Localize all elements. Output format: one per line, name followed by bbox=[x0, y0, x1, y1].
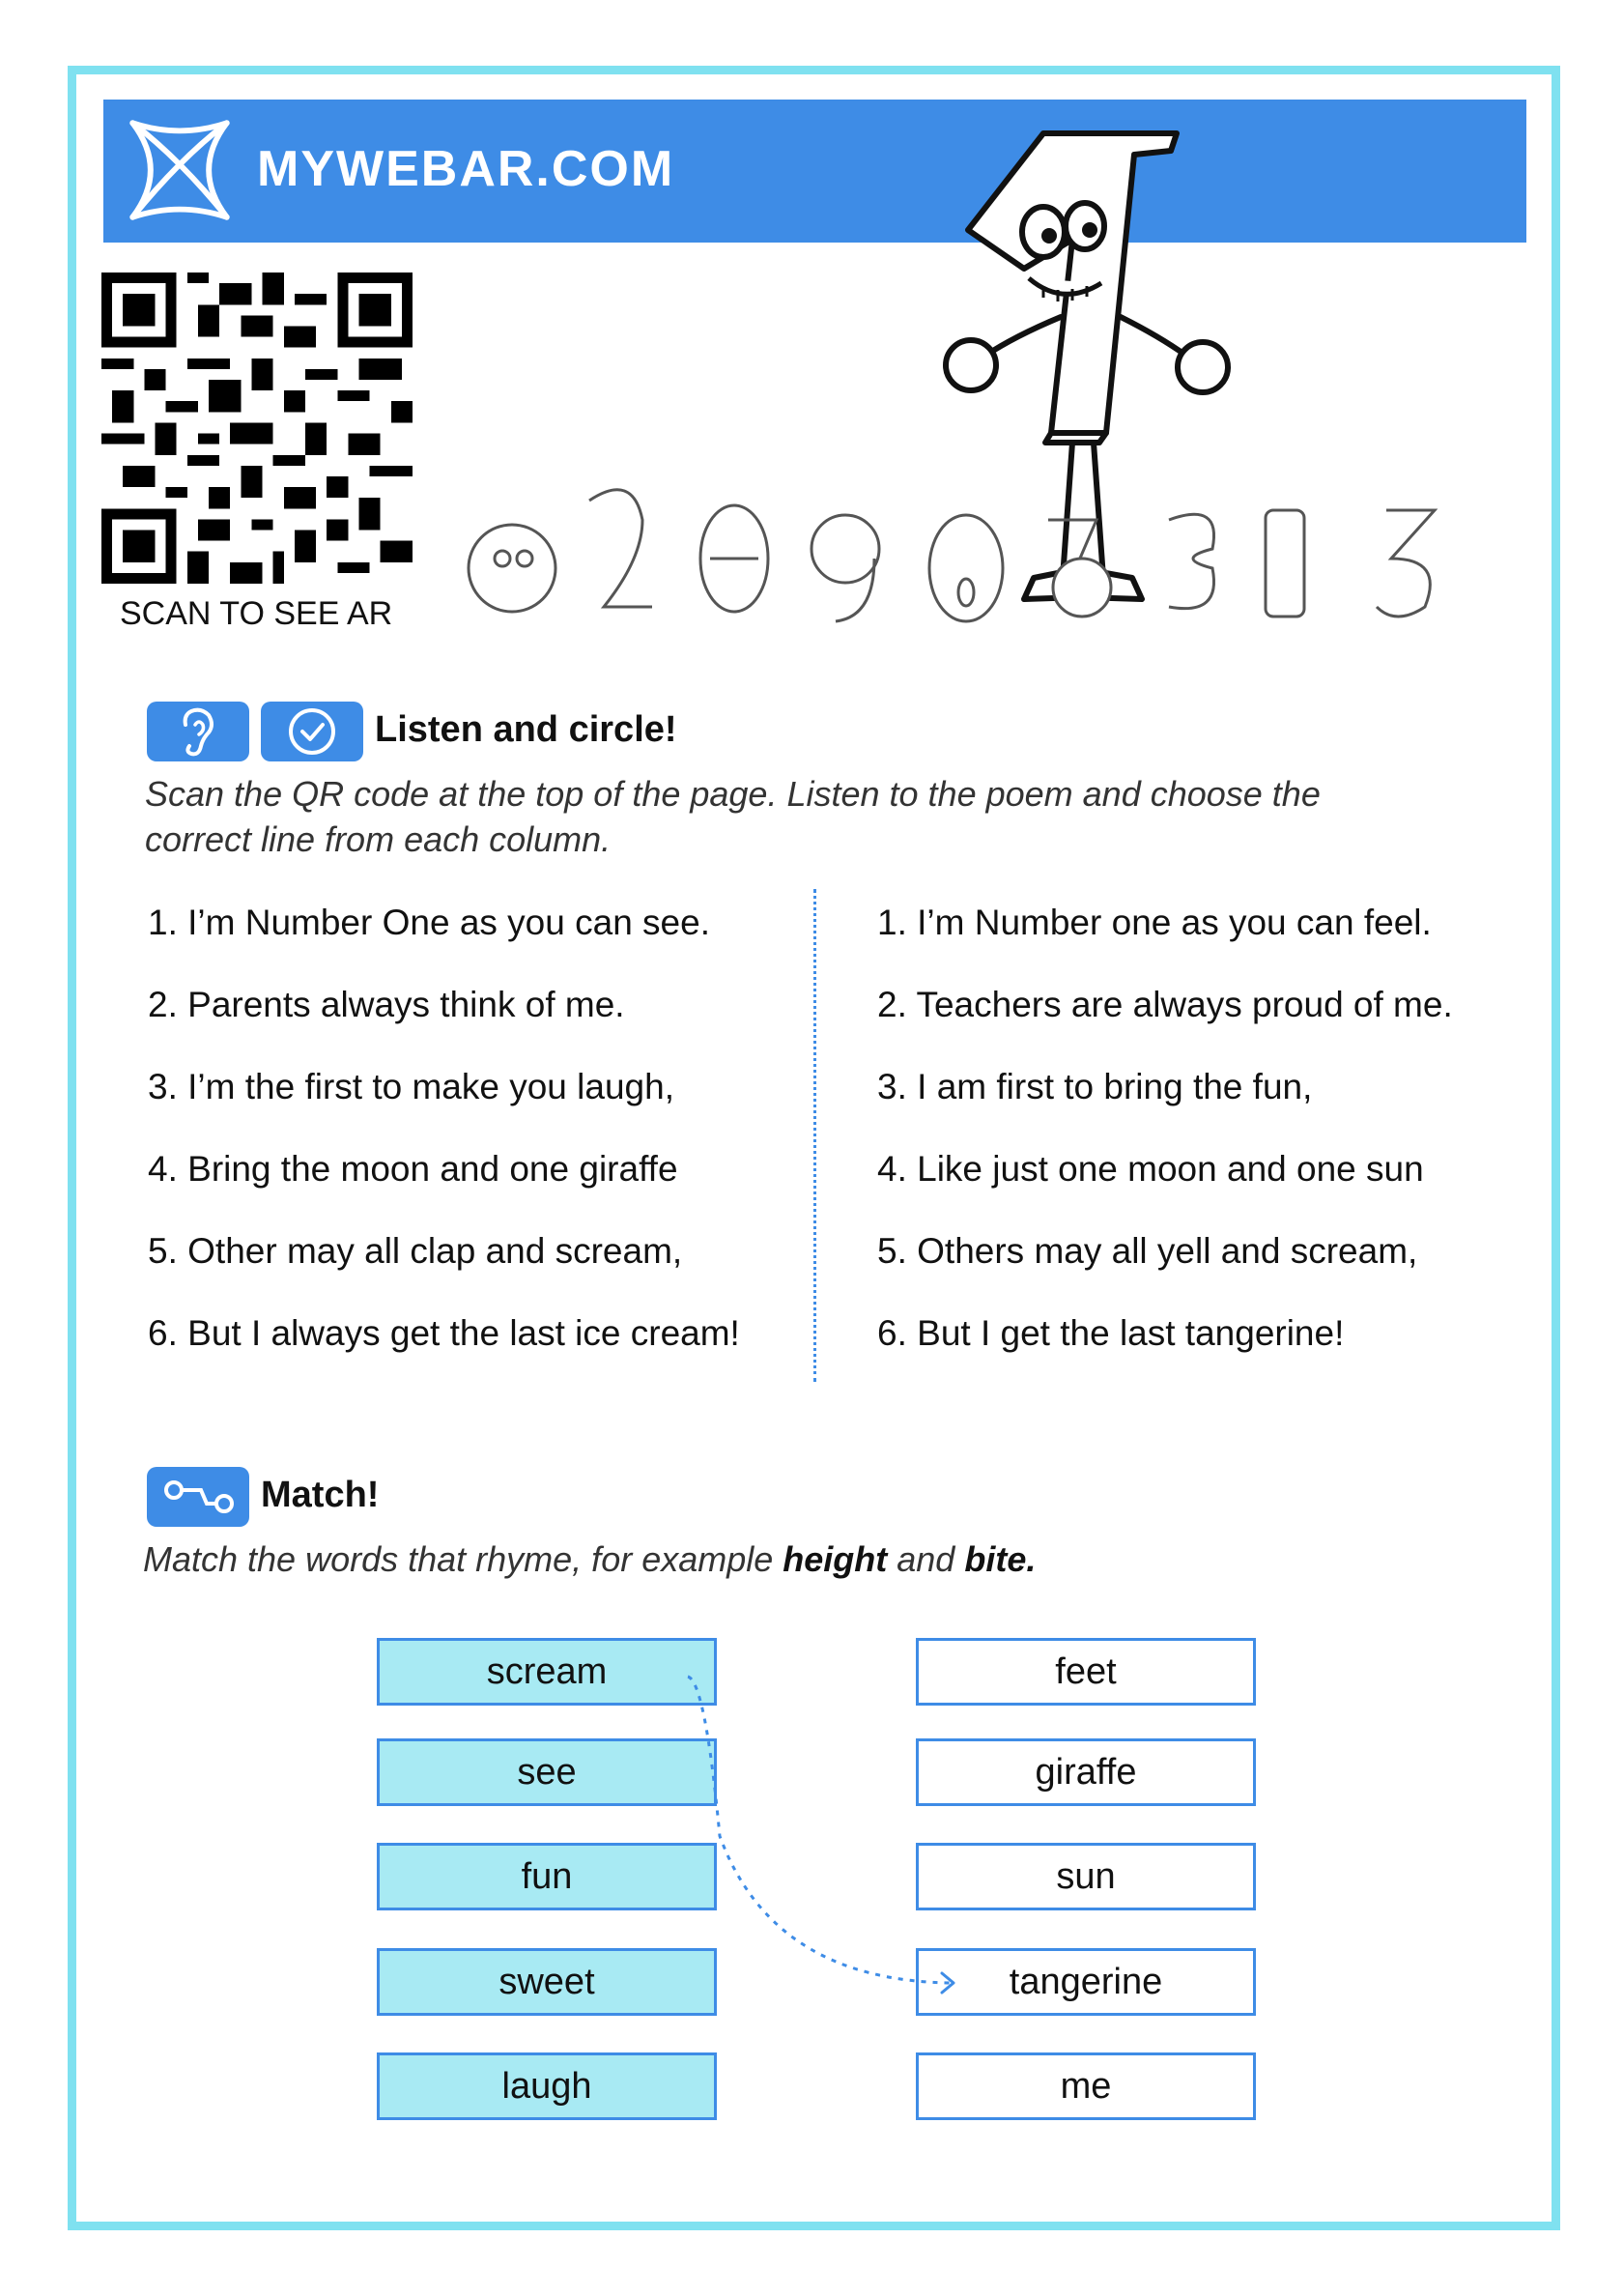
match-section-title: Match! bbox=[261, 1475, 380, 1515]
poem-line-a[interactable]: 6. But I always get the last ice cream! bbox=[148, 1313, 740, 1353]
ear-icon bbox=[147, 702, 249, 761]
listen-section-title: Listen and circle! bbox=[375, 709, 677, 750]
left-word-box[interactable]: see bbox=[377, 1738, 717, 1806]
poem-line-a[interactable]: 1. I’m Number One as you can see. bbox=[148, 903, 710, 942]
right-word-box[interactable]: tangerine bbox=[916, 1948, 1256, 2016]
poem-line-b[interactable]: 6. But I get the last tangerine! bbox=[877, 1313, 1345, 1353]
left-word-box[interactable]: laugh bbox=[377, 2052, 717, 2120]
left-word-box[interactable]: sweet bbox=[377, 1948, 717, 2016]
match-instruction-and: and bbox=[887, 1539, 965, 1579]
right-word-box[interactable]: sun bbox=[916, 1843, 1256, 1910]
poem-line-b[interactable]: 5. Others may all yell and scream, bbox=[877, 1231, 1418, 1271]
check-circle-icon bbox=[261, 702, 363, 761]
right-word-box[interactable]: giraffe bbox=[916, 1738, 1256, 1806]
brand-name[interactable]: MYWEBAR.COM bbox=[257, 141, 675, 197]
poem-column-b bbox=[877, 899, 1453, 1392]
poem-column-a bbox=[148, 899, 740, 1392]
connector-icon bbox=[147, 1467, 249, 1527]
right-word-box[interactable]: feet bbox=[916, 1638, 1256, 1706]
poem-line-a[interactable]: 2. Parents always think of me. bbox=[148, 985, 625, 1024]
right-word-box[interactable]: me bbox=[916, 2052, 1256, 2120]
poem-line-a[interactable]: 5. Other may all clap and scream, bbox=[148, 1231, 683, 1271]
listen-instruction bbox=[145, 771, 1497, 862]
listen-instruction-line: correct line from each column. bbox=[145, 819, 612, 859]
qr-caption: SCAN TO SEE AR bbox=[120, 595, 393, 632]
poem-line-b[interactable]: 4. Like just one moon and one sun bbox=[877, 1149, 1424, 1189]
qr-code[interactable] bbox=[101, 273, 413, 584]
column-divider bbox=[813, 889, 816, 1382]
listen-instruction-line: Scan the QR code at the top of the page. Listen to the poem and choose the bbox=[145, 774, 1321, 814]
match-instruction bbox=[143, 1536, 1495, 1582]
example-word-1: height bbox=[783, 1539, 888, 1579]
poem-line-a[interactable]: 4. Bring the moon and one giraffe bbox=[148, 1149, 678, 1189]
left-word-box[interactable]: scream bbox=[377, 1638, 717, 1706]
poem-line-b[interactable]: 1. I’m Number one as you can feel. bbox=[877, 903, 1432, 942]
left-word-box[interactable]: fun bbox=[377, 1843, 717, 1910]
poem-line-b[interactable]: 3. I am first to bring the fun, bbox=[877, 1067, 1313, 1106]
mywebar-logo-icon bbox=[124, 114, 236, 226]
match-instruction-prefix: Match the words that rhyme, for example bbox=[143, 1539, 783, 1579]
poem-line-b[interactable]: 2. Teachers are always proud of me. bbox=[877, 985, 1453, 1024]
example-word-2: bite. bbox=[964, 1539, 1037, 1579]
number-characters-row bbox=[459, 462, 1536, 636]
poem-line-a[interactable]: 3. I’m the first to make you laugh, bbox=[148, 1067, 674, 1106]
